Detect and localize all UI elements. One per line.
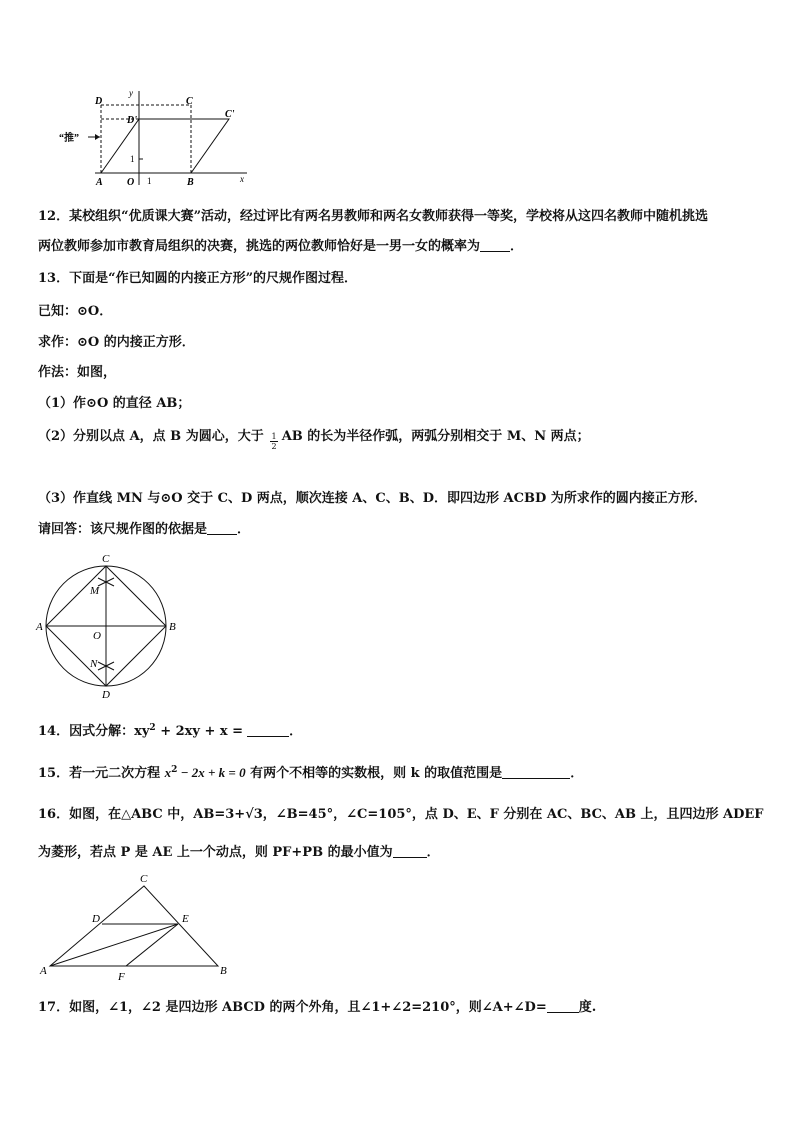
q12-text2: 两位教师参加市教育局组织的决赛，挑选的两位教师恰好是一男一女的概率为 — [38, 239, 481, 254]
label-B: B — [187, 177, 194, 188]
q16-text-a: 16．如图，在△ABC 中，AB=3+ — [38, 807, 246, 822]
period: ． — [426, 845, 440, 860]
q15-suffix: 有两个不相等的实数根，则 k 的取值范围是 — [245, 766, 503, 781]
fraction-half — [270, 432, 278, 451]
fraction-denominator: 2 — [271, 442, 277, 451]
segment-ef — [126, 924, 178, 966]
answer-blank — [207, 522, 237, 535]
label-A: A — [36, 621, 43, 633]
label-push: “推” — [59, 133, 79, 144]
label-C: C — [102, 553, 110, 565]
q16-line1 — [38, 806, 764, 824]
q13-step3 — [38, 490, 707, 508]
q13-title-text: 13．下面是“作已知圆的内接正方形”的尺规作图过程． — [38, 271, 358, 286]
answer-blank — [393, 845, 427, 858]
label-Cp: C' — [225, 109, 235, 120]
q12-line2 — [38, 238, 523, 256]
q13-method-text: 作法：如图， — [38, 365, 117, 380]
q13-known — [38, 303, 112, 321]
q16-text-line2: 为菱形，若点 P 是 AE 上一个动点，则 PF+PB 的最小值为 — [38, 845, 393, 860]
q13-step2 — [38, 428, 590, 446]
answer-blank — [547, 1000, 579, 1013]
q15-prefix: 15．若一元二次方程 — [38, 766, 165, 781]
label-x: x — [240, 174, 244, 184]
q15-eq-x: x — [164, 765, 172, 780]
q13-step1-text: （1）作⊙O 的直径 AB； — [38, 396, 191, 411]
label-M: M — [90, 585, 100, 597]
q13-step2-text-b: AB 的长为半径作弧，两弧分别相交于 M、N 两点； — [281, 429, 590, 444]
q13-step3-text: （3）作直线 MN 与⊙O 交于 C、D 两点，顺次连接 A、C、B、D．即四边形 ACBD 为所求作的圆内接正方形． — [38, 491, 707, 506]
label-O: O — [127, 177, 135, 188]
q12-text1: 12．某校组织“优质课大赛”活动，经过评比有两名男教师和两名女教师获得一等奖，学校将从这四名教师中随机挑选 — [38, 209, 709, 224]
label-C: C — [140, 873, 148, 885]
fraction-numerator: 1 — [271, 432, 277, 441]
q13-method — [38, 364, 116, 382]
label-A: A — [96, 177, 103, 188]
q17-suffix: 度. — [578, 1000, 597, 1015]
label-one-x: 1 — [147, 176, 152, 186]
triangle-rhombus-figure — [36, 870, 236, 982]
period: ． — [570, 766, 584, 781]
period: ． — [237, 522, 251, 537]
label-E: E — [182, 913, 189, 925]
period: ． — [289, 724, 303, 739]
sqrt-three: √3 — [245, 807, 263, 822]
q13-step1 — [38, 395, 190, 413]
q16-line2 — [38, 844, 440, 862]
answer-blank — [502, 766, 570, 779]
q13-title — [38, 270, 357, 288]
label-Dp: D' — [127, 115, 137, 126]
q13-ask — [38, 521, 250, 539]
label-D: D — [102, 689, 110, 700]
label-one-y: 1 — [130, 154, 135, 164]
label-C: C — [186, 96, 193, 107]
circle-square-figure — [32, 550, 192, 700]
q14-prefix: 14．因式分解：xy — [38, 724, 150, 739]
q14-sup: 2 — [149, 723, 156, 733]
q17-text: 17．如图，∠1，∠2 是四边形 ABCD 的两个外角，且∠1+∠2=210°，则∠A+∠D= — [38, 1000, 547, 1015]
label-N: N — [90, 658, 98, 670]
answer-blank — [247, 724, 289, 737]
q15-line — [38, 764, 583, 783]
push-arrowhead — [95, 134, 100, 140]
q13-find-text: 求作：⊙O 的内接正方形． — [38, 335, 195, 350]
q13-ask-text: 请回答：该尺规作图的依据是 — [38, 522, 208, 537]
triangle-abc — [50, 886, 218, 966]
coordinate-figure — [55, 85, 255, 190]
parallelogram — [101, 119, 229, 173]
q13-find — [38, 334, 195, 352]
label-O: O — [93, 630, 101, 642]
label-B: B — [169, 621, 176, 633]
q15-eq-rest: − 2x + k = 0 — [177, 765, 246, 780]
q15-eq-sup: 2 — [171, 765, 178, 775]
q17-line — [38, 999, 596, 1017]
label-y: y — [129, 88, 133, 98]
label-A: A — [40, 965, 47, 977]
q13-step2-text-a: （2）分别以点 A，点 B 为圆心，大于 — [38, 429, 264, 444]
period: ． — [510, 239, 524, 254]
answer-blank — [480, 239, 510, 252]
q14-mid: + 2xy + x = — [155, 724, 244, 739]
label-D: D — [95, 96, 103, 107]
label-B: B — [220, 965, 227, 977]
label-F: F — [118, 971, 125, 982]
q12-line1 — [38, 208, 708, 226]
label-D: D — [92, 913, 100, 925]
q13-known-text: 已知：⊙O． — [38, 304, 113, 319]
q16-text-b: ，∠B=45°，∠C=105°，点 D、E、F 分别在 AC、BC、AB 上，且四边形 ADEF — [262, 807, 764, 822]
segment-ae — [50, 924, 178, 966]
q14-line — [38, 723, 302, 741]
